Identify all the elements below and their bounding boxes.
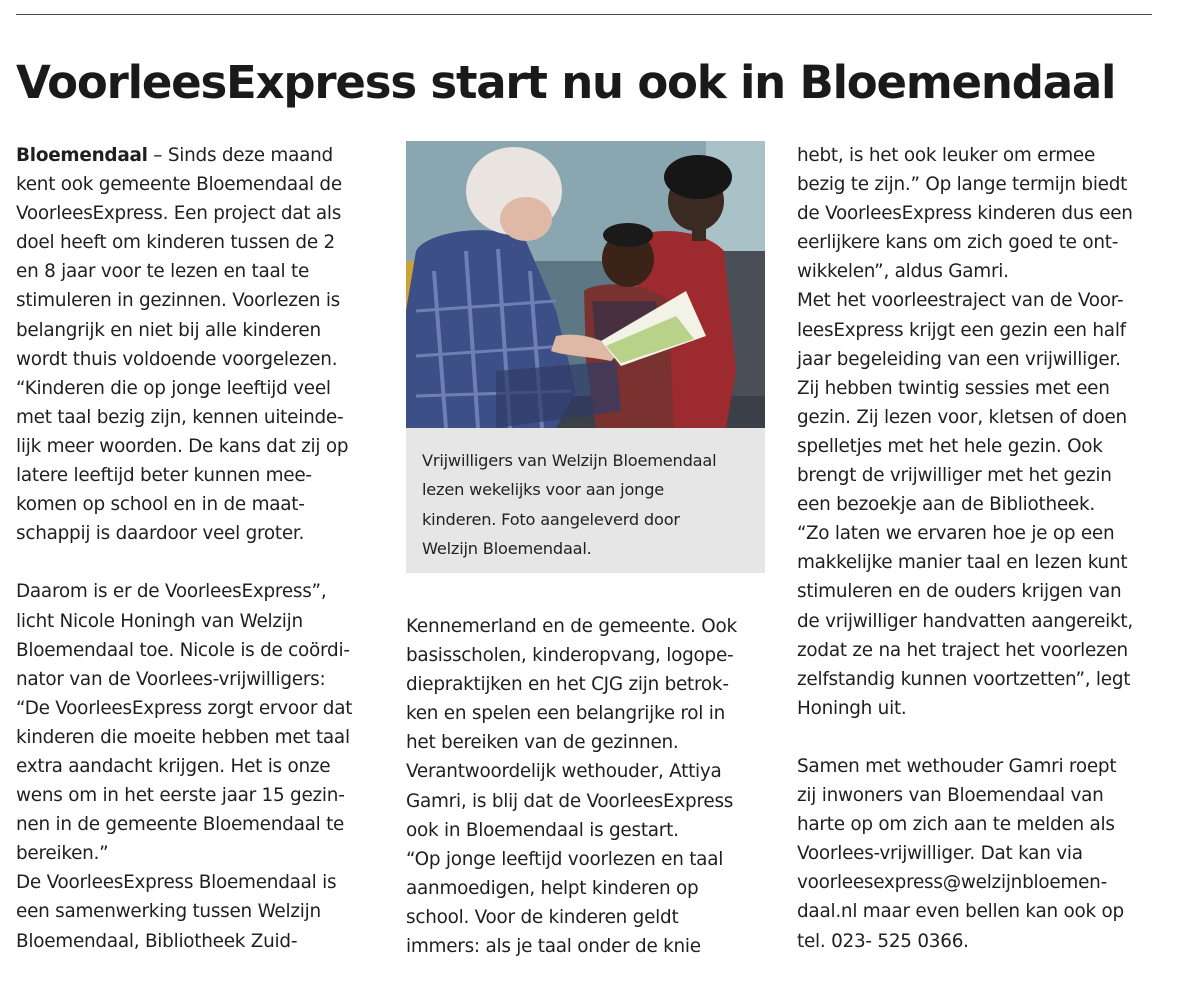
text-line: komen op school en in de maat-: [16, 494, 305, 516]
top-rule: [16, 14, 1152, 15]
text-line: kinderen die moeite hebben met taal: [16, 726, 350, 748]
text-line: [16, 141, 352, 170]
text-line: bezig te zijn.” Op lange termijn biedt: [797, 174, 1128, 196]
text-line: wikkelen”, aldus Gamri.: [797, 261, 1009, 283]
article-column-1: [16, 141, 352, 956]
text-line: belangrijk en niet bij alle kinderen: [16, 319, 321, 341]
text-line: extra aandacht krijgen. Het is onze: [16, 755, 331, 777]
text-line: ken en spelen een belangrijke rol in: [406, 703, 726, 725]
text-line: aanmoedigen, helpt kinderen op: [406, 877, 699, 899]
text-line: Kennemerland en de gemeente. Ook: [406, 616, 737, 637]
text-line: basisscholen, kinderopvang, logope-: [406, 645, 734, 667]
paragraph-gap: [16, 548, 352, 577]
text-line: school. Voor de kinderen geldt: [406, 906, 679, 928]
caption-line: Welzijn Bloemendaal.: [422, 538, 592, 558]
text-line: “Kinderen die op jonge leeftijd veel: [16, 377, 331, 399]
text-line: spelletjes met het hele gezin. Ook: [797, 435, 1103, 457]
text-line: het bereiken van de gezinnen.: [406, 732, 679, 754]
text-line: zodat ze na het traject het voorlezen: [797, 639, 1128, 661]
caption-line: lezen wekelijks voor aan jonge: [422, 480, 665, 500]
article-headline: VoorleesExpress start nu ook in Bloemendaal: [16, 56, 1116, 109]
text-line: wordt thuis voldoende voorgelezen.: [16, 348, 338, 370]
text-line: zelfstandig kunnen voortzetten”, legt: [797, 668, 1131, 690]
photo-caption: [422, 446, 757, 563]
paragraph-gap: [797, 723, 1133, 752]
text-line: licht Nicole Honingh van Welzijn: [16, 610, 303, 632]
dateline-kicker: Bloemendaal: [16, 145, 148, 166]
text-line: doel heeft om kinderen tussen de 2: [16, 232, 335, 254]
text-line: tel. 023- 525 0366.: [797, 930, 969, 952]
caption-line: kinderen. Foto aangeleverd door: [422, 509, 680, 529]
text-line: Voorlees-vrijwilliger. Dat kan via: [797, 843, 1083, 865]
photo-block: [406, 141, 765, 573]
text-line: Met het voorleestraject van de Voor-: [797, 290, 1124, 312]
text-line: Bloemendaal, Bibliotheek Zuid-: [16, 930, 298, 952]
text-line: Zij hebben twintig sessies met een: [797, 377, 1110, 399]
text-line: Bloemendaal toe. Nicole is de coördi-: [16, 639, 350, 661]
text-line: wens om in het eerste jaar 15 gezin-: [16, 785, 345, 807]
text-line: harte op om zich aan te melden als: [797, 814, 1115, 836]
text-line: Samen met wethouder Gamri roept: [797, 755, 1117, 777]
text-line: nator van de Voorlees-vrijwilligers:: [16, 668, 326, 690]
text-line: Honingh uit.: [797, 697, 907, 719]
text-line: De VoorleesExpress Bloemendaal is: [16, 872, 337, 894]
text-line: de VoorleesExpress kinderen dus een: [797, 203, 1133, 225]
caption-line: Vrijwilligers van Welzijn Bloemendaal: [422, 451, 717, 470]
text-line: daal.nl maar even bellen kan ook op: [797, 901, 1124, 923]
article-column-3: [797, 141, 1133, 956]
text-line: een samenwerking tussen Welzijn: [16, 901, 321, 923]
text-line: leesExpress krijgt een gezin een half: [797, 319, 1126, 341]
text-line: diepraktijken en het CJG zijn betrok-: [406, 674, 729, 696]
text-line: zij inwoners van Bloemendaal van: [797, 785, 1104, 807]
text-line: jaar begeleiding van een vrijwilliger.: [797, 348, 1121, 370]
text-line: VoorleesExpress. Een project dat als: [16, 203, 342, 225]
text-line-rest: – Sinds deze maand: [147, 145, 333, 166]
text-line: stimuleren in gezinnen. Voorlezen is: [16, 290, 341, 312]
text-line: en 8 jaar voor te lezen en taal te: [16, 261, 310, 283]
text-line: met taal bezig zijn, kennen uiteinde-: [16, 406, 344, 428]
text-line: makkelijke manier taal en lezen kunt: [797, 552, 1128, 574]
text-line: immers: als je taal onder de knie: [406, 936, 701, 958]
text-line: een bezoekje aan de Bibliotheek.: [797, 494, 1095, 516]
text-line: voorleesexpress@welzijnbloemen-: [797, 872, 1107, 894]
text-line: Verantwoordelijk wethouder, Attiya: [406, 761, 722, 783]
text-line: lijk meer woorden. De kans dat zij op: [16, 435, 349, 457]
text-line: stimuleren en de ouders krijgen van: [797, 581, 1122, 603]
text-line: hebt, is het ook leuker om ermee: [797, 145, 1096, 166]
text-line: gezin. Zij lezen voor, kletsen of doen: [797, 406, 1127, 428]
text-line: nen in de gemeente Bloemendaal te: [16, 814, 345, 836]
text-line: bereiken.”: [16, 843, 109, 865]
text-line: ook in Bloemendaal is gestart.: [406, 819, 679, 841]
text-line: kent ook gemeente Bloemendaal de: [16, 174, 342, 196]
text-line: latere leeftijd beter kunnen mee-: [16, 465, 312, 487]
text-line: eerlijkere kans om zich goed te ont-: [797, 232, 1119, 254]
article-photo: [406, 141, 765, 428]
text-line: brengt de vrijwilliger met het gezin: [797, 465, 1112, 487]
text-line: “Op jonge leeftijd voorlezen en taal: [406, 848, 724, 870]
text-line: Gamri, is blij dat de VoorleesExpress: [406, 790, 734, 812]
text-line: “Zo laten we ervaren hoe je op een: [797, 523, 1115, 545]
text-line: “De VoorleesExpress zorgt ervoor dat: [16, 697, 353, 719]
text-line: schappij is daardoor veel groter.: [16, 523, 305, 545]
article-column-2: [406, 612, 737, 961]
text-line: de vrijwilliger handvatten aangereikt,: [797, 610, 1133, 632]
text-line: Daarom is er de VoorleesExpress”,: [16, 581, 327, 603]
